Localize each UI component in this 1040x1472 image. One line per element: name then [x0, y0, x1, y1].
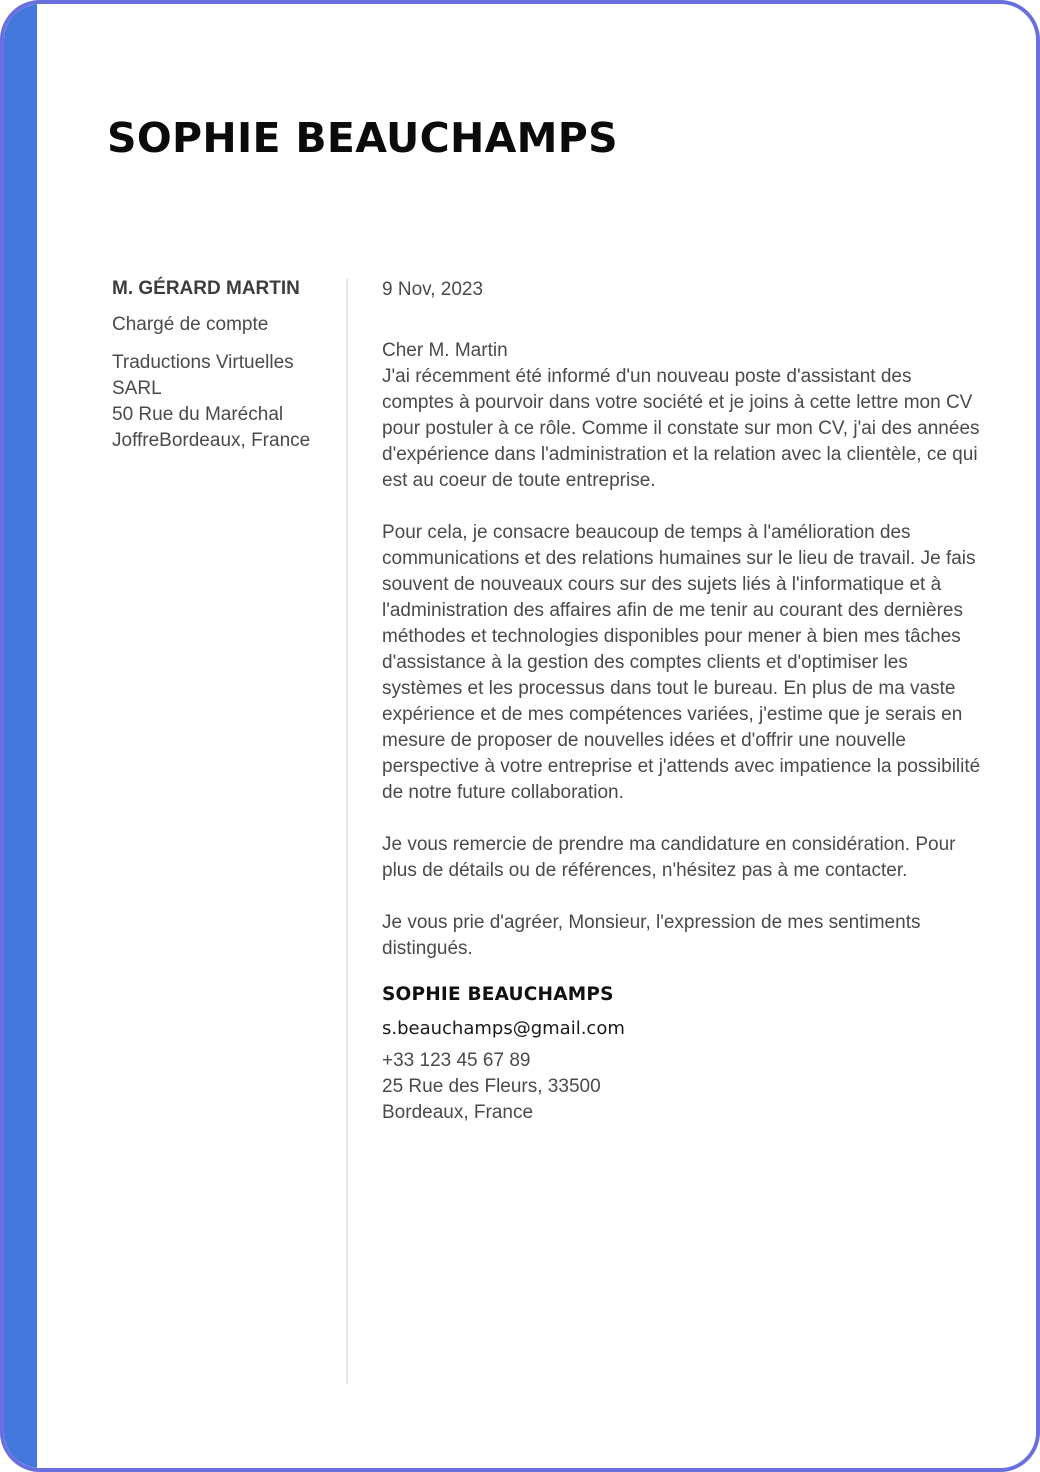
recipient-address-line: JoffreBordeaux, France: [112, 430, 311, 451]
signature-phone: +33 123 45 67 89: [382, 1050, 531, 1071]
sender-name-heading: SOPHIE BEAUCHAMPS: [107, 114, 618, 162]
column-divider: [346, 279, 348, 1384]
signature-email: s.beauchamps@gmail.com: [382, 1018, 625, 1039]
signature-address-line: Bordeaux, France: [382, 1102, 534, 1123]
letter-paragraph: J'ai récemment été informé d'un nouveau poste d'assistant des comptes à pourvoir dans votre société et je joins à cette lettre mon CV pour postuler à ce rôle. Comme il constate sur mon CV, j'ai des années d'expérience dans l'administration et la relation avec la clientèle, ce qui est au coeur de toute entreprise.: [382, 366, 980, 491]
letter-paragraph: Je vous remercie de prendre ma candidature en considération. Pour plus de détails ou de références, n'hésitez pas à me contacter.: [382, 834, 956, 881]
letter-page: [37, 4, 1036, 1468]
signature-block: [382, 982, 982, 1126]
recipient-block: [112, 276, 337, 454]
recipient-name: M. GÉRARD MARTIN: [112, 278, 300, 299]
letter-paragraph: Pour cela, je consacre beaucoup de temps à l'amélioration des communications et des relations humaines sur le lieu de travail. Je fais souvent de nouveaux cours sur des sujets liés à l'informatique et à l'administration des affaires afin de me tenir au courant des dernières méthodes et technologies disponibles pour mener à bien mes tâches d'assistance à la gestion des comptes clients et d'optimiser les systèmes et les processus dans tout le bureau. En plus de ma vaste expérience et de mes compétences variées, j'estime que je serais en mesure de proposer de nouvelles idées et d'offrir une nouvelle perspective à votre entreprise et j'attends avec impatience la possibilité de notre future collaboration.: [382, 522, 981, 803]
signature-name: SOPHIE BEAUCHAMPS: [382, 984, 614, 1005]
letter-greeting: Cher M. Martin: [382, 340, 508, 361]
letter-date: 9 Nov, 2023: [382, 279, 484, 300]
recipient-address-line: Traductions Virtuelles: [112, 352, 294, 373]
signature-address-line: 25 Rue des Fleurs, 33500: [382, 1076, 601, 1097]
left-accent-band: [4, 4, 37, 1468]
letter-closing: Je vous prie d'agréer, Monsieur, l'expression de mes sentiments distingués.: [382, 912, 921, 959]
recipient-address-line: 50 Rue du Maréchal: [112, 404, 284, 425]
recipient-address-line: SARL: [112, 378, 162, 399]
recipient-role: Chargé de compte: [112, 314, 269, 335]
letter-body: [382, 277, 982, 1126]
